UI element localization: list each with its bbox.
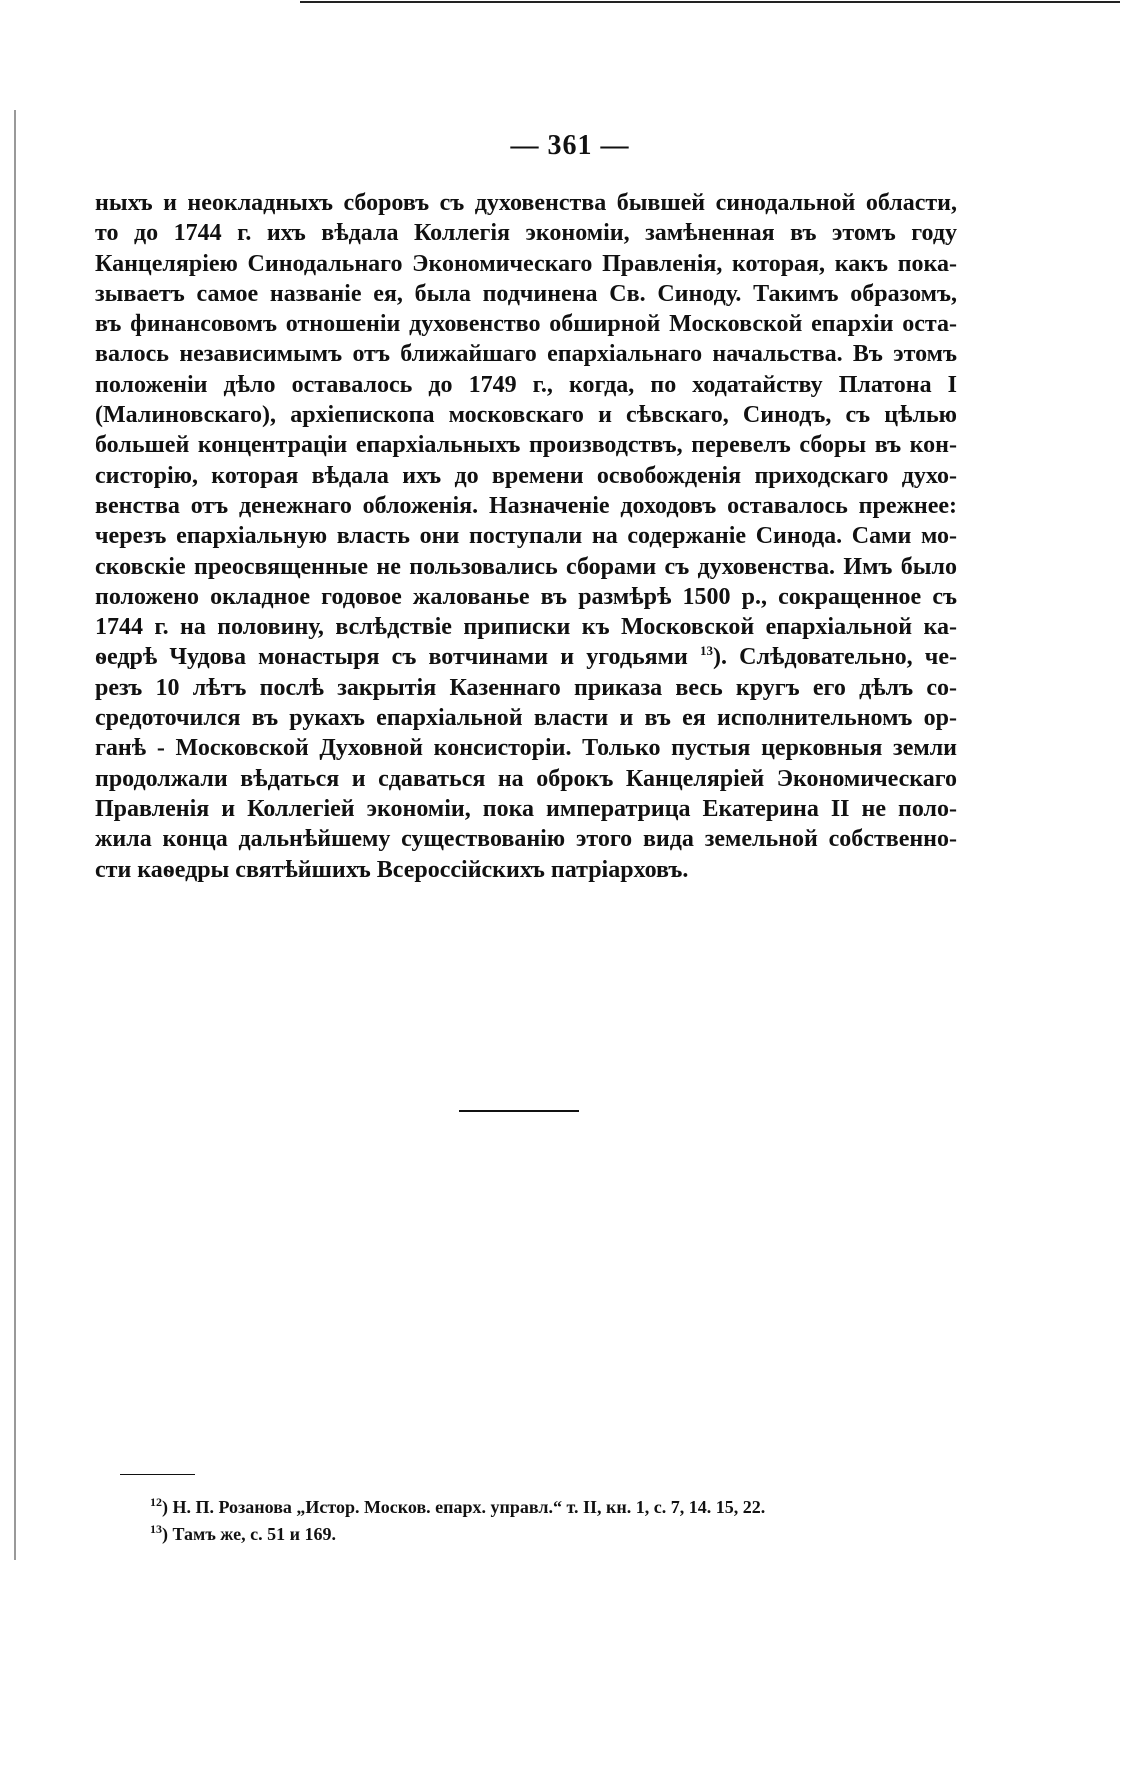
text-line: систорію, которая вѣдала ихъ до времени освобожденія приходскаго духо- [95,462,957,489]
text-line: 1744 г. на половину, вслѣдствіе приписки къ Московской епархіальной ка- [95,614,957,641]
text-line: положено окладное годовое жалованье въ размѣрѣ 1500 р., сокращенное съ [95,583,957,610]
text-line: продолжали вѣдаться и сдаваться на оброкъ Канцеляріей Экономическаго [95,765,957,792]
text-line: то до 1744 г. ихъ вѣдала Коллегія экономіи, замѣненная въ этомъ году [95,220,957,247]
page-number: — 361 — [510,130,630,161]
text-line: черезъ епархіальную власть они поступали на содержаніе Синода. Сами мо- [95,523,957,550]
text-line: венства отъ денежнаго обложенія. Назначеніе доходовъ оставалось прежнее: [95,492,957,519]
text-line: зываетъ самое названіе ея, была подчинена Св. Синоду. Такимъ образомъ, [95,280,957,307]
text-line: ныхъ и неокладныхъ сборовъ съ духовенства бывшей синодальной области, [95,190,957,216]
text-line: резъ 10 лѣтъ послѣ закрытія Казеннаго приказа весь кругъ его дѣлъ со- [95,674,957,701]
text-segment: ѳедрѣ Чудова монастыря съ вотчинами и угодьями [95,644,688,671]
text-line: (Малиновскаго), архіепископа московскаго и сѣвскаго, Синодъ, съ цѣлью [95,402,957,429]
text-line-with-footnote-ref [95,642,957,672]
text-line: положеніи дѣло оставалось до 1749 г., когда, по ходатайству Платона I [95,371,957,398]
section-divider [459,1110,579,1112]
footnote-mark: 13 [150,1522,162,1536]
footnote-13 [150,1521,950,1548]
text-line: сти каѳедры святѣйшихъ Всероссійскихъ патріарховъ. [95,856,689,883]
text-line: большей концентраціи епархіальныхъ производствъ, перевелъ сборы въ кон- [95,432,957,459]
scan-artifact-left-edge [14,110,16,1560]
footnotes [150,1494,950,1548]
text-line: жила конца дальнѣйшему существованію этого вида земельной собственно- [95,826,957,853]
footnote-text: ) Н. П. Розанова „Истор. Москов. епарх. управл.“ т. II, кн. 1, с. 7, 14. 15, 22. [162,1497,766,1517]
body-text [95,188,957,885]
footnote-text: ) Тамъ же, с. 51 и 169. [162,1524,336,1544]
footnote-divider [120,1474,195,1475]
text-line: средоточился въ рукахъ епархіальной власти и въ ея исполнительномъ ор- [95,705,957,732]
footnote-12 [150,1494,950,1521]
footnote-ref-13[interactable]: 13 [700,643,713,659]
scan-artifact-top-line [300,1,1120,3]
text-line: сковскіе преосвященные не пользовались сборами съ духовенства. Имъ было [95,553,957,580]
text-line: въ финансовомъ отношеніи духовенство обширной Московской епархіи оста- [95,311,957,338]
text-line: ганѣ - Московской Духовной консисторіи. Только пустыя церковныя земли [95,735,957,762]
footnote-mark: 12 [150,1495,162,1509]
text-line: Правленія и Коллегіей экономіи, пока императрица Екатерина II не поло- [95,795,957,822]
text-segment: ). Слѣдовательно, че- [713,644,957,671]
text-line: Канцеляріею Синодальнаго Экономическаго Правленія, которая, какъ пока- [95,250,957,277]
text-line: валось независимымъ отъ ближайшаго епархіальнаго начальства. Въ этомъ [95,341,957,368]
